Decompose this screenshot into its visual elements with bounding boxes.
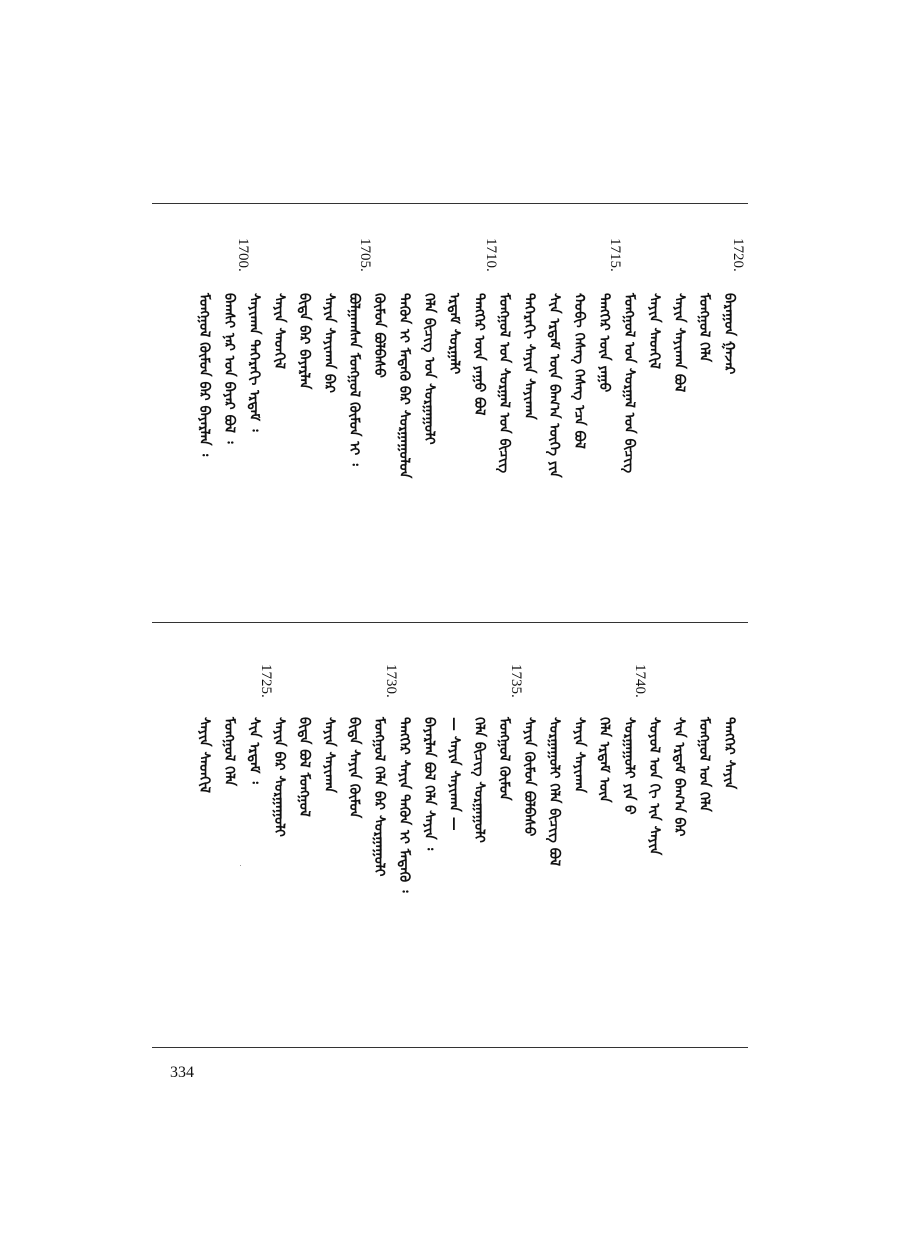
text-column: ᠰᠠᠶᠢᠨ ᠰᠠᠶᠢᠬᠠᠨ (321, 717, 337, 793)
text-column: ᠰᠤᠷᠭᠠᠭᠤᠯᠢ ᠬᠡᠯᠡ ᠪᠢᠴᠢᠭ ᠪᠣᠯ (546, 717, 562, 867)
text-column: ᠪᠢᠳᠡ ᠰᠠᠶᠢᠨ ᠬᠦᠮᠦᠨ (346, 717, 362, 819)
text-column: ᠲᠡᠩᠭᠡᠷ ᠦᠨ ᠶᠠᠭᠤ (596, 293, 612, 393)
text-column: ᠬᠡᠯᠡ ᠪᠢᠴᠢᠭ ᠤᠨ ᠰᠤᠷᠭᠠᠭᠤᠯᠢ (421, 293, 437, 445)
text-column: ᠪᠠᠶᠠᠷᠯᠠᠨ ᠪᠣᠯ ᠬᠡᠯᠡ ᠰᠠᠶᠢᠨ ᠄ (421, 717, 437, 851)
text-column: ᠰᠠᠶᠢᠨ ᠰᠠᠶᠢᠬᠠᠨ ᠪᠠᠷ (321, 293, 337, 393)
line-number: 1740. (632, 664, 648, 698)
text-column: ᠮᠣᠩᠭᠣᠯ ᠬᠡᠯᠡ ᠪᠠᠷ ᠰᠤᠷᠭᠠᠭᠤᠯᠢ (371, 717, 387, 877)
top-rule (152, 203, 748, 204)
text-column: ᠮᠣᠩᠭᠣᠯ ᠤᠨ ᠰᠤᠷᠭᠠᠯ ᠤᠨ ᠪᠢᠴᠢᠭ (496, 293, 512, 474)
text-column: ᠮᠣᠩᠭᠣᠯ ᠬᠡᠯᠡ (696, 293, 712, 363)
text-column: ᠰᠣᠶᠣᠯ ᠤᠨ ᠬᠢ ᠢᠨ ᠰᠠᠶᠢᠨ (646, 717, 662, 856)
line-number: 1730. (383, 664, 399, 698)
text-column: ᠪᠢᠳᠡ ᠪᠡᠷ ᠪᠠᠶᠠᠷᠯᠠᠨ (296, 293, 312, 390)
text-column: ᠰᠤᠷᠭᠠᠭᠤᠯᠢ ᠶᠢᠨ ᠪ (621, 717, 637, 815)
line-number: 1725. (258, 664, 274, 698)
line-number: 1720. (730, 238, 746, 272)
text-column: ᠮᠣᠩᠭᠣᠯ ᠬᠦᠮᠦᠨ ᠪᠡᠷ ᠪᠠᠶᠠᠷᠯᠠᠨ ᠄ (196, 293, 212, 457)
text-column: ᠮᠣᠩᠭᠣᠯ ᠤᠨ ᠰᠤᠷᠭᠠᠯ ᠤᠨ ᠪᠢᠴᠢᠭ (621, 293, 637, 474)
line-number: 1705. (357, 238, 373, 272)
text-column: ᠪᠠᠭᠰᠢ ᠨᠠᠷ ᠤᠨ ᠪᠠᠶᠠᠷ ᠪᠣᠯ ᠄ (221, 293, 237, 444)
text-column: ᠬᠦᠮᠦᠨ ᠪᠣᠯᠪᠠᠰᠤ (371, 293, 387, 378)
line-number: 1735. (508, 664, 524, 698)
text-column: ᠰᠠᠶᠢᠨ ᠰᠡᠳᠬᠢᠯ (646, 293, 662, 370)
text-column: ᠡᠷᠳᠡᠮ ᠰᠤᠷᠭᠠᠯᠢ (446, 293, 462, 375)
line-number: 1710. (483, 238, 499, 272)
text-column: ᠰᠠᠶᠢᠬᠠᠨ ᠳᠡᠭᠡᠷᠡᠬᠢ ᠡᠷᠳᠡᠮ ᠄ (246, 293, 262, 432)
text-column: ᠬᠡᠯᠡ ᠪᠢᠴᠢᠭ ᠰᠤᠷᠭᠠᠭᠤᠯᠢ (471, 717, 487, 843)
text-column: ᠰᠠᠶᠢᠨ ᠰᠠᠶᠢᠬᠠᠨ ᠪᠣᠯ (671, 293, 687, 393)
page-number: 334 (170, 1064, 194, 1081)
text-column: ᠲᠡᠭᠦᠨ ᠢ ᠮᠡᠳᠡᠬᠦ ᠪᠠᠷ ᠰᠤᠷᠭᠠᠭᠤᠯᠤᠨ (396, 293, 412, 479)
text-column: ᠰᠠᠶᠢᠨ ᠰᠡᠳᠬᠢᠯ (271, 293, 287, 370)
text-column: ᠰᠠᠶᠢᠨ ᠬᠦᠮᠦᠨ ᠪᠣᠯᠪᠠᠰᠤ (521, 717, 537, 837)
middle-rule (152, 622, 748, 623)
text-column: ᠰᠠᠶᠢᠨ ᠪᠠᠷ ᠰᠤᠷᠭᠠᠭᠤᠯᠢ (271, 717, 287, 837)
line-number: 1700. (235, 238, 251, 272)
text-column: ᠪᠢᠳᠡ ᠪᠣᠯ ᠮᠣᠩᠭᠣᠯ (296, 717, 312, 817)
line-number: 1715. (607, 238, 623, 272)
text-column: ᠬᠡᠯᠡ ᠡᠷᠳᠡᠮ ᠦᠨ (596, 717, 612, 803)
text-column: ᠰᠢᠨ ᠡᠷᠳᠡᠮ ᠪᠠᠭ᠎ᠠ ᠪᠠᠷ (671, 717, 687, 837)
text-column: ᠲᠡᠩᠭᠡᠷ ᠦᠨ ᠶᠠᠭᠤ ᠪᠣᠯ (471, 293, 487, 416)
bottom-rule (152, 1047, 748, 1048)
text-column: — ᠰᠠᠶᠢᠨ ᠰᠠᠶᠢᠬᠠᠨ — (446, 717, 462, 831)
text-column: ᠮᠣᠩᠭᠣᠯ ᠤᠨ ᠬᠡᠯᠡ (696, 717, 712, 812)
text-column: ᠰᠢᠨ ᠡᠷᠳᠡᠮ ᠦᠨ ᠪᠠᠭ᠎ᠠ ᠦᠭᠡ ᠶᠢᠨ (546, 293, 562, 478)
speck (240, 865, 241, 866)
text-column: ᠰᠢᠨ ᠡᠷᠳᠡᠮ ᠄ (246, 717, 262, 784)
text-column: ᠰᠠᠶᠢᠨ ᠰᠡᠳᠬᠢᠯ (196, 717, 212, 794)
text-column: ᠳᠡᠭᠡᠷᠡᠬᠢ ᠰᠠᠶᠢᠨ ᠰᠠᠶᠢᠬᠠᠨ (521, 293, 537, 420)
text-column: ᠮᠣᠩᠭᠣᠯ ᠬᠡᠯᠡ (221, 717, 237, 787)
text-column: ᠰᠠᠶᠢᠨ ᠰᠠᠶᠢᠬᠠᠨ (571, 717, 587, 793)
text-column: ᠮᠣᠩᠭᠣᠯ ᠬᠦᠮᠦᠨ (496, 717, 512, 801)
text-column: ᠬᠤᠪᠢ ᠬᠡᠰᠡᠭ ᠬᠡᠰᠡᠭ ᠡᠴᠡ ᠪᠣᠯ (571, 293, 587, 449)
text-column: ᠲᠡᠩᠭᠡᠷ ᠰᠠᠶᠢᠨ ᠲᠡᠭᠦᠨ ᠢ ᠮᠡᠳᠡᠬᠦ ᠄ (396, 717, 412, 893)
text-column: ᠪᠠᠷᠠᠭᠤᠨ ᠭᠠᠵᠠᠷ (721, 293, 737, 375)
text-column: ᠪᠣᠯᠭᠠᠭᠰᠠᠨ ᠮᠣᠩᠭᠣᠯ ᠬᠦᠮᠦᠨ ᠢ ᠄ (346, 293, 362, 466)
text-column: ᠲᠡᠩᠭᠡᠷ ᠰᠠᠶᠢᠨ (721, 717, 737, 790)
